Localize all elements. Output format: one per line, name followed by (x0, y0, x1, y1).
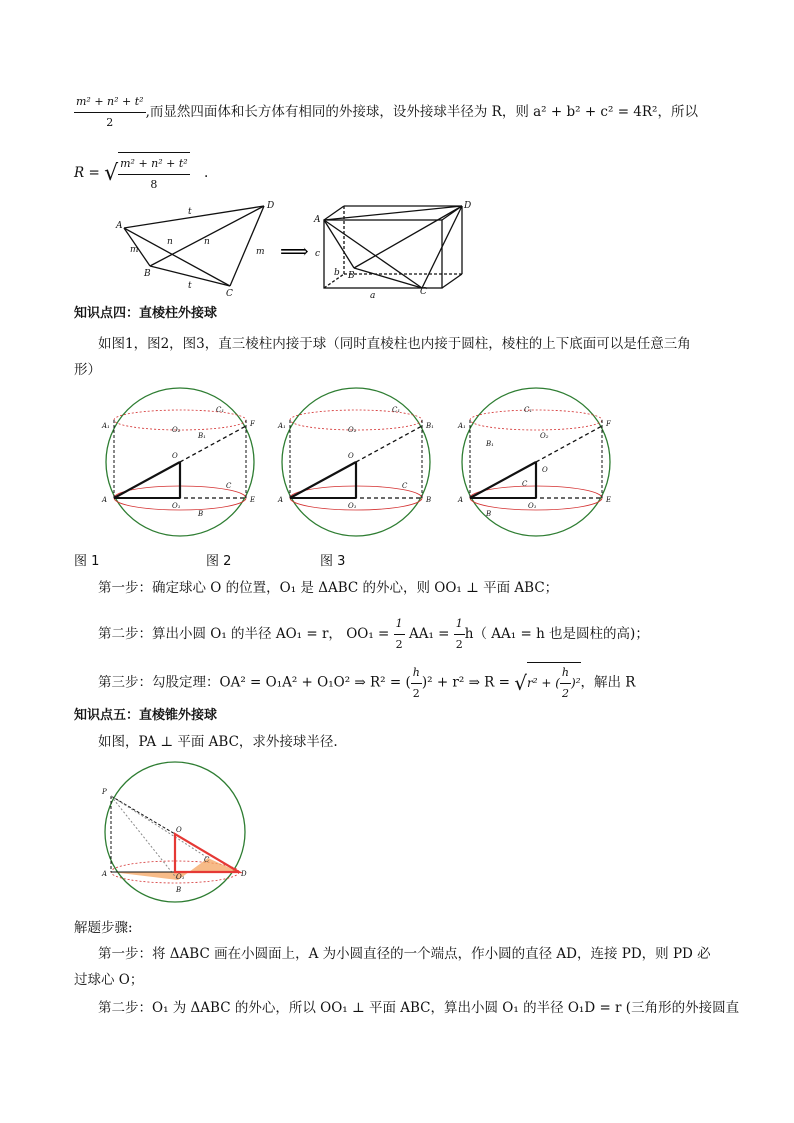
svg-text:C₁: C₁ (524, 406, 533, 414)
step2-part-a: 第二步：算出小圆 O₁ 的半径 AO₁ = r， OO₁ = (98, 626, 390, 642)
step3-part-b: )² + r² ⇒ R = (421, 674, 510, 691)
step3-part-a: 第三步：勾股定理：OA² = O₁A² + O₁O² ⇒ R² = ( (98, 674, 411, 691)
section5-step2: 第二步：O₁ 为 ΔABC 的外心，所以 OO₁ ⊥ 平面 ABC，算出小圆 O₁ 的半径 O₁D = r (三角形的外接圆直 (98, 1000, 740, 1016)
svg-text:C: C (226, 482, 232, 490)
svg-text:E: E (250, 496, 256, 504)
label-n-2: n (204, 237, 210, 247)
intro-fraction (74, 92, 146, 133)
radical-fraction (118, 152, 190, 195)
svg-text:A: A (102, 870, 108, 878)
steps-title: 解题步骤: (74, 920, 133, 936)
label-m-2: m (256, 247, 265, 257)
caption-fig1: 图 1 (74, 554, 100, 569)
section4-step2 (98, 614, 649, 655)
label-b: b (334, 268, 340, 278)
svg-text:C: C (402, 482, 408, 490)
radical-den: 8 (150, 178, 158, 191)
label-a: a (370, 291, 376, 301)
svg-text:A₁: A₁ (278, 422, 286, 430)
svg-text:A: A (278, 496, 284, 504)
svg-text:O: O (542, 466, 548, 474)
svg-text:D: D (241, 870, 247, 878)
sphere-figure-2 (276, 388, 436, 538)
section5-step1a: 第一步：将 ΔABC 画在小圆面上，A 为小圆直径的一个端点，作小圆的直径 AD，连接 PD，则 PD 必 (98, 946, 711, 962)
sqrt-icon-2: √ (514, 671, 527, 695)
intro-line-1 (74, 92, 698, 133)
pyramid-sphere-figure (100, 762, 250, 902)
r-lhs: R = (74, 165, 100, 181)
sqrt-icon: √ (104, 160, 119, 186)
svg-text:B₁: B₁ (198, 432, 206, 440)
label-C-left: C (226, 289, 233, 299)
sphere-figure-1 (100, 388, 260, 538)
svg-text:B: B (426, 496, 432, 504)
label-n-1: n (167, 237, 173, 247)
svg-text:O₂: O₂ (348, 426, 357, 434)
svg-text:B: B (198, 510, 204, 518)
svg-text:A: A (102, 496, 108, 504)
svg-text:O₁: O₁ (348, 502, 357, 510)
half-fraction-2: $\frac{1}{2}$ (454, 614, 465, 655)
svg-text:O: O (172, 452, 178, 460)
sphere-figure-3 (456, 388, 616, 538)
section4-step1: 第一步：确定球心 O 的位置，O₁ 是 ΔABC 的外心，则 OO₁ ⊥ 平面 ABC； (98, 580, 559, 596)
half-fraction-1: $\frac{1}{2}$ (394, 614, 405, 655)
period: . (204, 165, 209, 181)
svg-text:A₁: A₁ (458, 422, 466, 430)
step2-part-b: AA₁ = (408, 626, 450, 642)
svg-text:O₂: O₂ (172, 426, 181, 434)
svg-text:P: P (102, 788, 107, 796)
label-D-left: D (267, 201, 275, 211)
label-t-top: t (188, 207, 192, 217)
label-B-right: B (348, 271, 355, 281)
svg-text:C₁: C₁ (216, 406, 225, 414)
section5-step1b: 过球心 O； (74, 972, 144, 988)
intro-line-2 (74, 152, 208, 195)
caption-fig2: 图 2 (206, 554, 232, 569)
svg-text:B: B (176, 886, 182, 894)
svg-text:B₁: B₁ (486, 440, 494, 448)
radical-num: m² + n² + t² (118, 154, 190, 175)
tetrahedron-figure (112, 198, 472, 301)
svg-text:O₂: O₂ (540, 432, 549, 440)
step2-part-c: h（ AA₁ = h 也是圆柱的高)； (464, 626, 649, 642)
svg-text:O: O (348, 452, 354, 460)
label-A-right: A (314, 215, 321, 225)
frac-numerator: m² + n² + t² (74, 92, 146, 113)
label-D-right: D (464, 201, 472, 211)
label-t-bottom: t (188, 281, 192, 291)
section4-step3 (98, 662, 635, 704)
section4-title: 知识点四：直棱柱外接球 (74, 306, 218, 321)
label-A-left: A (116, 221, 123, 231)
svg-text:B₁: B₁ (426, 422, 434, 430)
section4-para1: 如图1，图2，图3，直三棱柱内接于球（同时直棱柱也内接于圆柱，棱柱的上下底面可以是任意三角 (98, 336, 691, 352)
svg-text:C: C (204, 856, 210, 864)
svg-text:E: E (606, 496, 612, 504)
svg-text:B: B (486, 510, 492, 518)
svg-text:O₁: O₁ (528, 502, 537, 510)
svg-text:C: C (522, 480, 528, 488)
implies-arrow-icon: ⟹ (280, 239, 309, 263)
svg-text:A₁: A₁ (102, 422, 110, 430)
label-B-left: B (144, 269, 151, 279)
svg-text:F: F (250, 420, 255, 428)
radicand: r² + ( $\frac{h}{2}$ )² (527, 662, 581, 704)
svg-text:F: F (606, 420, 611, 428)
svg-text:O₁: O₁ (172, 502, 181, 510)
label-c: c (315, 249, 321, 259)
intro-text: ,而显然四面体和长方体有相同的外接球，设外接球半径为 R，则 a² + b² + c² = 4R²，所以 (145, 104, 698, 120)
svg-text:O: O (176, 826, 182, 834)
label-m-1: m (130, 245, 139, 255)
svg-text:A: A (458, 496, 464, 504)
section5-para1: 如图，PA ⊥ 平面 ABC，求外接球半径. (98, 734, 338, 750)
label-C-right: C (420, 287, 427, 297)
section5-title: 知识点五：直棱锥外接球 (74, 708, 218, 723)
svg-text:O₁: O₁ (176, 873, 185, 881)
h-half-fraction-1: $\frac{h}{2}$ (411, 663, 422, 704)
svg-text:C₁: C₁ (392, 406, 401, 414)
frac-denominator: 2 (106, 116, 114, 129)
section4-para2: 形） (74, 362, 101, 378)
step3-part-c: ，解出 R (580, 674, 636, 691)
caption-fig3: 图 3 (320, 554, 346, 569)
